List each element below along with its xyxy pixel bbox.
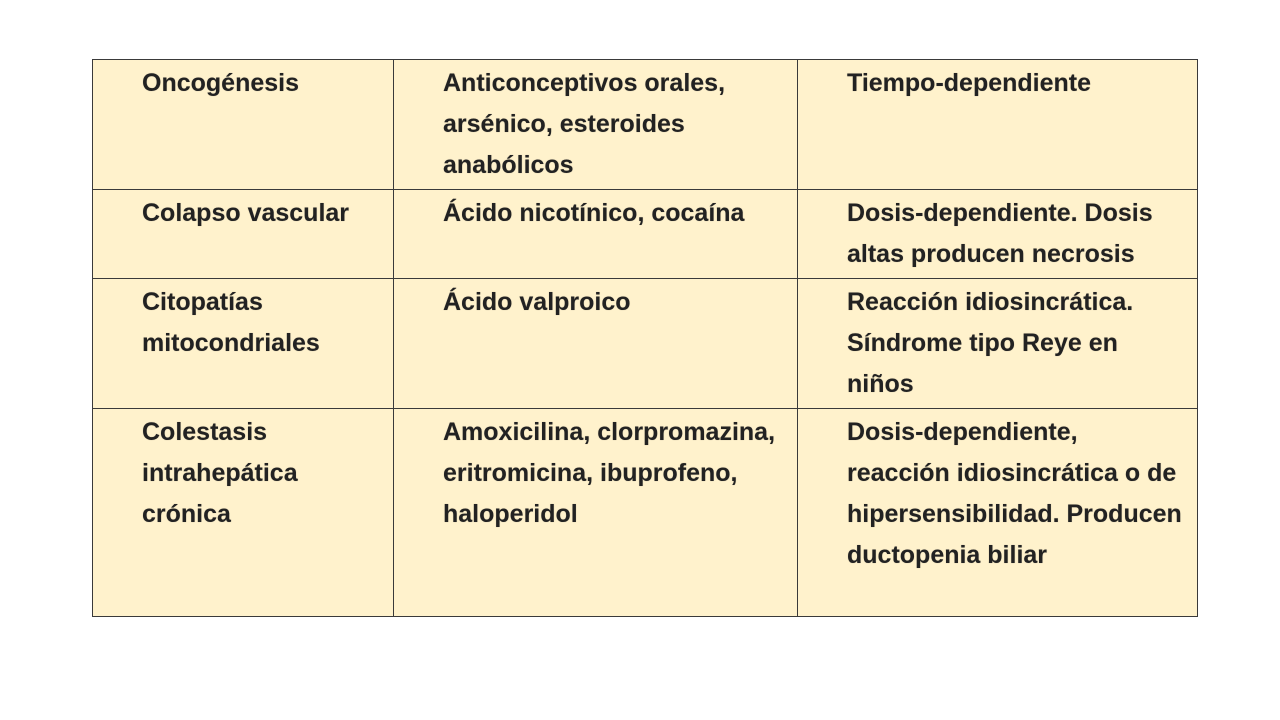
- table-row: [93, 190, 1198, 279]
- drug-toxicity-table: [92, 59, 1198, 617]
- mechanism-cell: Citopatías mitocondriales: [93, 279, 394, 409]
- mechanism-cell: Colapso vascular: [93, 190, 394, 279]
- mechanism-cell: Oncogénesis: [93, 60, 394, 190]
- type-cell: Dosis-dependiente, reacción idiosincrática o de hipersensibilidad. Producen ductopenia biliar: [798, 409, 1198, 617]
- mechanism-cell: Colestasis intrahepática crónica: [93, 409, 394, 617]
- drugs-cell: Anticonceptivos orales, arsénico, esteroides anabólicos: [394, 60, 798, 190]
- drugs-cell: Ácido valproico: [394, 279, 798, 409]
- table-row: [93, 60, 1198, 190]
- table-row: [93, 279, 1198, 409]
- type-cell: Tiempo-dependiente: [798, 60, 1198, 190]
- drugs-cell: Amoxicilina, clorpromazina, eritromicina, ibuprofeno, haloperidol: [394, 409, 798, 617]
- type-cell: Reacción idiosincrática. Síndrome tipo Reye en niños: [798, 279, 1198, 409]
- drugs-cell: Ácido nicotínico, cocaína: [394, 190, 798, 279]
- table-row: [93, 409, 1198, 617]
- type-cell: Dosis-dependiente. Dosis altas producen necrosis: [798, 190, 1198, 279]
